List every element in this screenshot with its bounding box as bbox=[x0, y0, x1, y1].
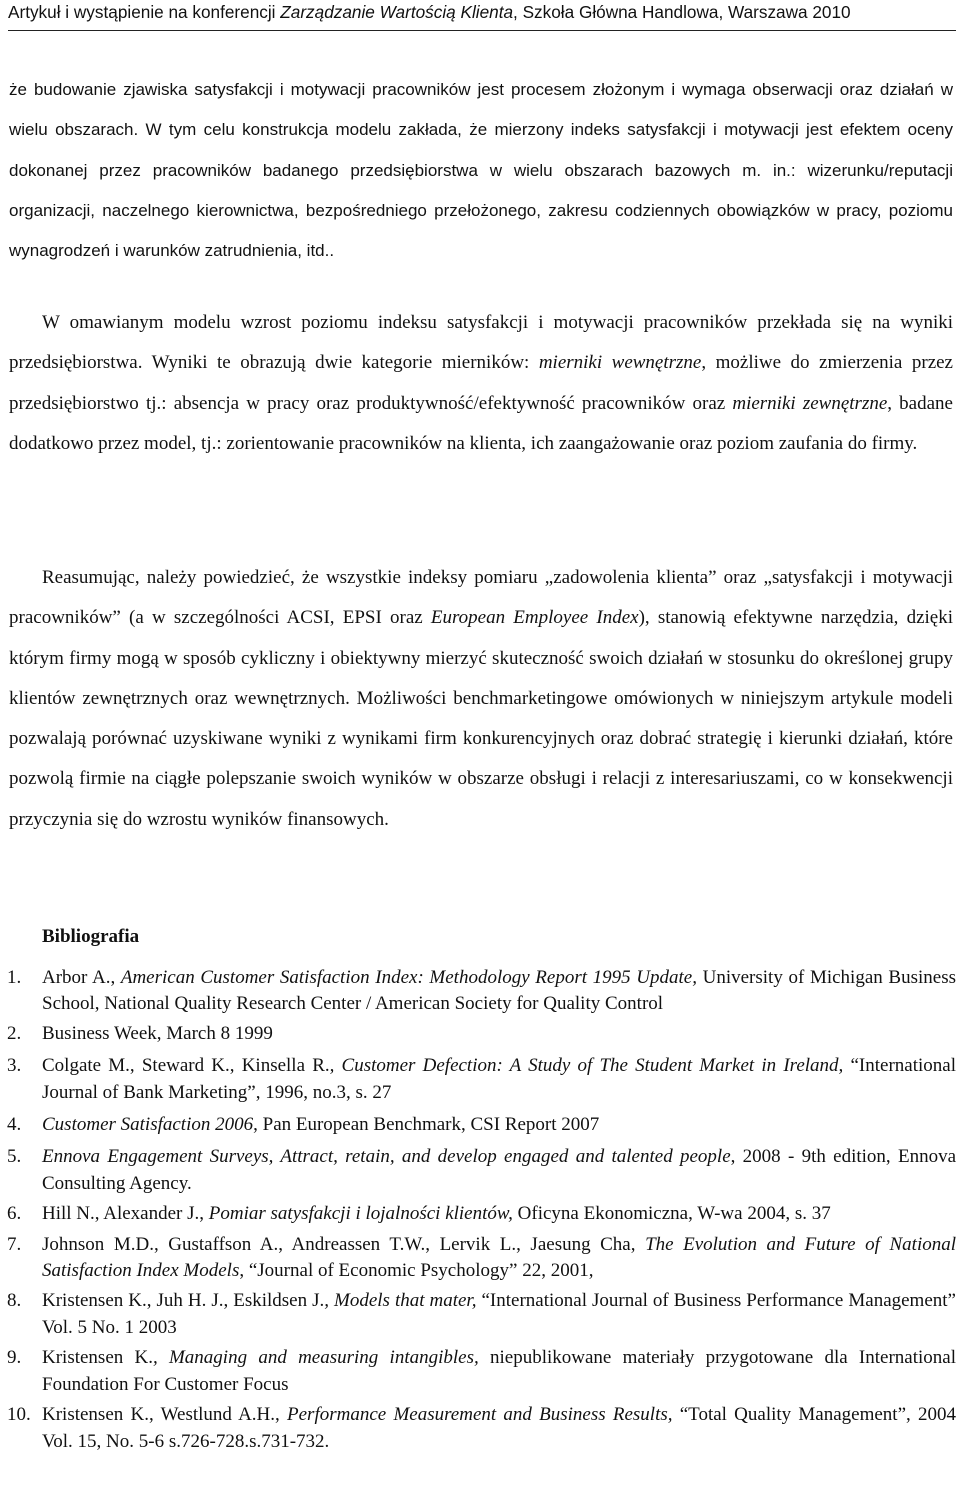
entry-number: 10. bbox=[7, 1404, 31, 1426]
bibliography-entry bbox=[0, 1288, 958, 1341]
entry-text: Arbor A., American Customer Satisfaction Index: Methodology Report 1995 Update, University of Michigan Business School, National Quality Research Center / American Society for Quality Control bbox=[42, 967, 956, 1015]
entry-text: Hill N., Alexander J., Pomiar satysfakcji i lojalności klientów, Oficyna Ekonomiczna, W-wa 2004, s. 37 bbox=[42, 1203, 831, 1225]
running-header bbox=[8, 0, 956, 31]
term-external-measures: mierniki zewnętrzne bbox=[732, 392, 888, 414]
bibliography-entry bbox=[0, 1021, 958, 1047]
entry-text: Customer Satisfaction 2006, Pan European Benchmark, CSI Report 2007 bbox=[42, 1114, 600, 1136]
bibliography-entry bbox=[0, 1112, 958, 1138]
entry-text: Kristensen K., Westlund A.H., Performance Measurement and Business Results, “Total Quality Management”, 2004 Vol. 15, No. 5-6 s.726-728.s.731-732. bbox=[42, 1404, 956, 1452]
bibliography-entry bbox=[0, 1201, 958, 1227]
term-internal-measures: mierniki wewnętrzne bbox=[538, 352, 702, 374]
paragraph-2-mid: , możliwe do zmierzenia przez przedsiębiorstwo tj.: absencja w pracy oraz produktywność/efektywność pracowników oraz bbox=[9, 352, 953, 414]
paragraph-3-start: Reasumując, należy powiedzieć, że wszystkie indeksy pomiaru „zadowolenia klienta” oraz „satysfakcji i motywacji pracowników” (a w szczególności ACSI, EPSI oraz bbox=[9, 567, 953, 629]
bibliography-entry bbox=[0, 1402, 958, 1455]
entry-number: 1. bbox=[7, 967, 22, 988]
entry-number: 2. bbox=[7, 1022, 22, 1044]
entry-number: 9. bbox=[7, 1347, 22, 1369]
header-conference-title: Zarządzanie Wartością Klienta bbox=[280, 2, 514, 22]
bibliography-entry bbox=[0, 965, 958, 1018]
header-suffix: , Szkoła Główna Handlowa, Warszawa 2010 bbox=[513, 2, 851, 22]
bibliography-list bbox=[0, 965, 958, 1455]
bibliography-entry bbox=[0, 1232, 958, 1285]
entry-number: 6. bbox=[7, 1203, 22, 1225]
entry-number: 5. bbox=[7, 1146, 22, 1168]
entry-text: Kristensen K., Managing and measuring intangibles, niepublikowane materiały przygotowane dla International Foundation For Customer Focus bbox=[42, 1347, 956, 1395]
header-prefix: Artykuł i wystąpienie na konferencji bbox=[8, 2, 281, 22]
term-european-employee-index: European Employee Index bbox=[430, 607, 639, 629]
paragraph-1: że budowanie zjawiska satysfakcji i motywacji pracowników jest procesem złożonym i wymaga obserwacji oraz działań w wielu obszarach. W tym celu konstrukcja modelu zakłada, że mierzony indeks satysfakcji i motywacji jest efektem oceny dokonanej przez pracowników badanego przedsiębiorstwa w wielu obszarach bazowych m. in.: wizerunku/reputacji organizacji, naczelnego kierownictwa, bezpośredniego przełożonego, zakresu codziennych obowiązków w pracy, poziomu wynagrodzeń i warunków zatrudnienia, itd.. bbox=[9, 80, 953, 261]
paragraph-3-end: ), stanowią efektywne narzędzia, dzięki którym firmy mogą w sposób cykliczny i obiektywny mierzyć skuteczność swoich działań w stosunku do określonej grupy klientów zewnętrznych oraz wewnętrznych. Możliwości benchmarketingowe omówionych w niniejszym artykule modeli pozwalają porównać uzyskiwane wyniki z wynikami firm konkurencyjnych oraz dobrać strategię i kierunki działań, które pozwolą firmie na ciągłe polepszanie swoich wyników w obszarze obsługi i relacji z interesariuszami, co w konsekwencji przyczynia się do wzrostu wyników finansowych. bbox=[9, 607, 953, 830]
entry-number: 7. bbox=[7, 1233, 22, 1255]
entry-number: 8. bbox=[7, 1290, 22, 1312]
bibliography-entry bbox=[0, 1345, 958, 1398]
bibliography-entry bbox=[0, 1144, 958, 1197]
entry-text: Johnson M.D., Gustaffson A., Andreassen T.W., Lervik L., Jaesung Cha, The Evolution and Future of National Satisfaction Index Models, “Journal of Economic Psychology” 22, 2001, bbox=[42, 1233, 957, 1282]
paragraph-3 bbox=[9, 558, 953, 840]
entry-text: Colgate M., Steward K., Kinsella R., Customer Defection: A Study of The Student Market in Ireland, “International Journal of Bank Marketing”, 1996, no.3, s. 27 bbox=[42, 1055, 956, 1103]
entry-text: Business Week, March 8 1999 bbox=[42, 1022, 273, 1044]
bibliography-entry bbox=[0, 1053, 958, 1106]
entry-text: Ennova Engagement Surveys, Attract, retain, and develop engaged and talented people, 2008 - 9th edition, Ennova Consulting Agency. bbox=[42, 1146, 956, 1194]
paragraph-2 bbox=[9, 303, 953, 464]
entry-number: 3. bbox=[7, 1055, 22, 1077]
paragraph-2-start: W omawianym modelu wzrost poziomu indeksu satysfakcji i motywacji pracowników przekłada się na wyniki przedsiębiorstwa. Wyniki te obrazują dwie kategorie mierników: bbox=[9, 312, 953, 374]
entry-number: 4. bbox=[7, 1114, 22, 1136]
paragraph-2-end: , badane dodatkowo przez model, tj.: zorientowanie pracowników na klienta, ich zaangażowanie oraz poziom zaufania do firmy. bbox=[9, 392, 953, 454]
entry-text: Kristensen K., Juh H. J., Eskildsen J., Models that mater, “International Journal of Business Performance Management” Vol. 5 No. 1 2003 bbox=[42, 1290, 956, 1338]
bibliography-heading: Bibliografia bbox=[42, 926, 140, 947]
